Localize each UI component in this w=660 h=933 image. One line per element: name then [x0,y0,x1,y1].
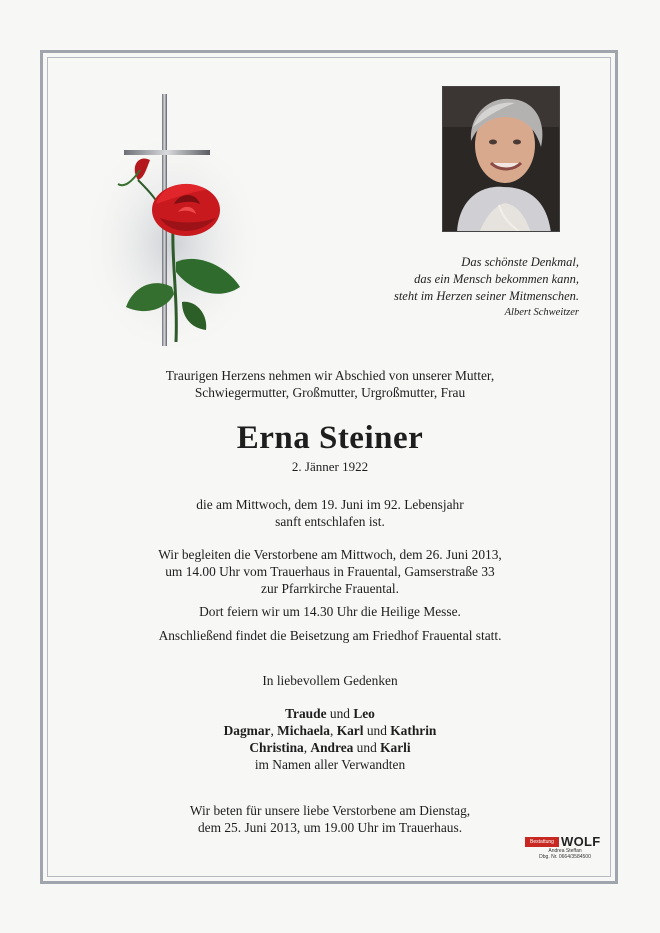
funeral-home-logo [525,836,605,866]
logo-word: WOLF [561,834,601,849]
prayer-line: Wir beten für unsere liebe Verstorbene am Dienstag, [189,803,471,818]
mass-notice: Dort feiern wir um 14.30 Uhr die Heilige Messe. [199,604,461,619]
funeral-procession [48,546,612,597]
quote-author: Albert Schweitzer [504,307,579,318]
mourners-row-2: Dagmar, Michaela, Karl und Kathrin [223,723,437,738]
intro-line: Schwiegermutter, Großmutter, Urgroßmutter, Frau [194,385,466,400]
cross-with-rose-image [78,92,268,357]
mourners-list [48,705,612,773]
announcement-intro [48,367,612,401]
death-line: sanft entschlafen ist. [275,514,385,529]
logo-sub-name: Andrea Steffan [548,848,582,854]
portrait-photo [442,86,560,232]
prayer-notice [48,802,612,836]
portrait-image [443,87,560,232]
memorial-quote [299,254,579,320]
burial-notice: Anschließend findet die Beisetzung am Friedhof Frauental statt. [158,628,502,643]
quote-line: das ein Mensch bekommen kann, [414,272,579,286]
mourners-row-1: Traude und Leo [285,706,375,721]
death-notice [48,496,612,530]
quote-line: Das schönste Denkmal, [461,255,579,269]
funeral-line: Wir begleiten die Verstorbene am Mittwoch, dem 26. Juni 2013, [158,547,502,562]
funeral-line: zur Pfarrkirche Frauental. [261,581,399,596]
birth-date: 2. Jänner 1922 [291,459,369,474]
logo-tag: Bestattung [525,837,559,847]
relatives-line: im Namen aller Verwandten [254,757,406,772]
mourners-heading: In liebevollem Gedenken [262,673,398,688]
logo-sub-phone: Dbg. Nr. 0664/3584500 [539,854,591,860]
deceased-name: Erna Steiner [236,420,424,456]
quote-line: steht im Herzen seiner Mitmenschen. [393,289,579,303]
intro-line: Traurigen Herzens nehmen wir Abschied von unserer Mutter, [165,368,495,383]
mourners-row-3: Christina, Andrea und Karli [249,740,411,755]
funeral-line: um 14.00 Uhr vom Trauerhaus in Frauental, Gamserstraße 33 [165,564,495,579]
death-line: die am Mittwoch, dem 19. Juni im 92. Lebensjahr [196,497,464,512]
prayer-line: dem 25. Juni 2013, um 19.00 Uhr im Trauerhaus. [197,820,463,835]
